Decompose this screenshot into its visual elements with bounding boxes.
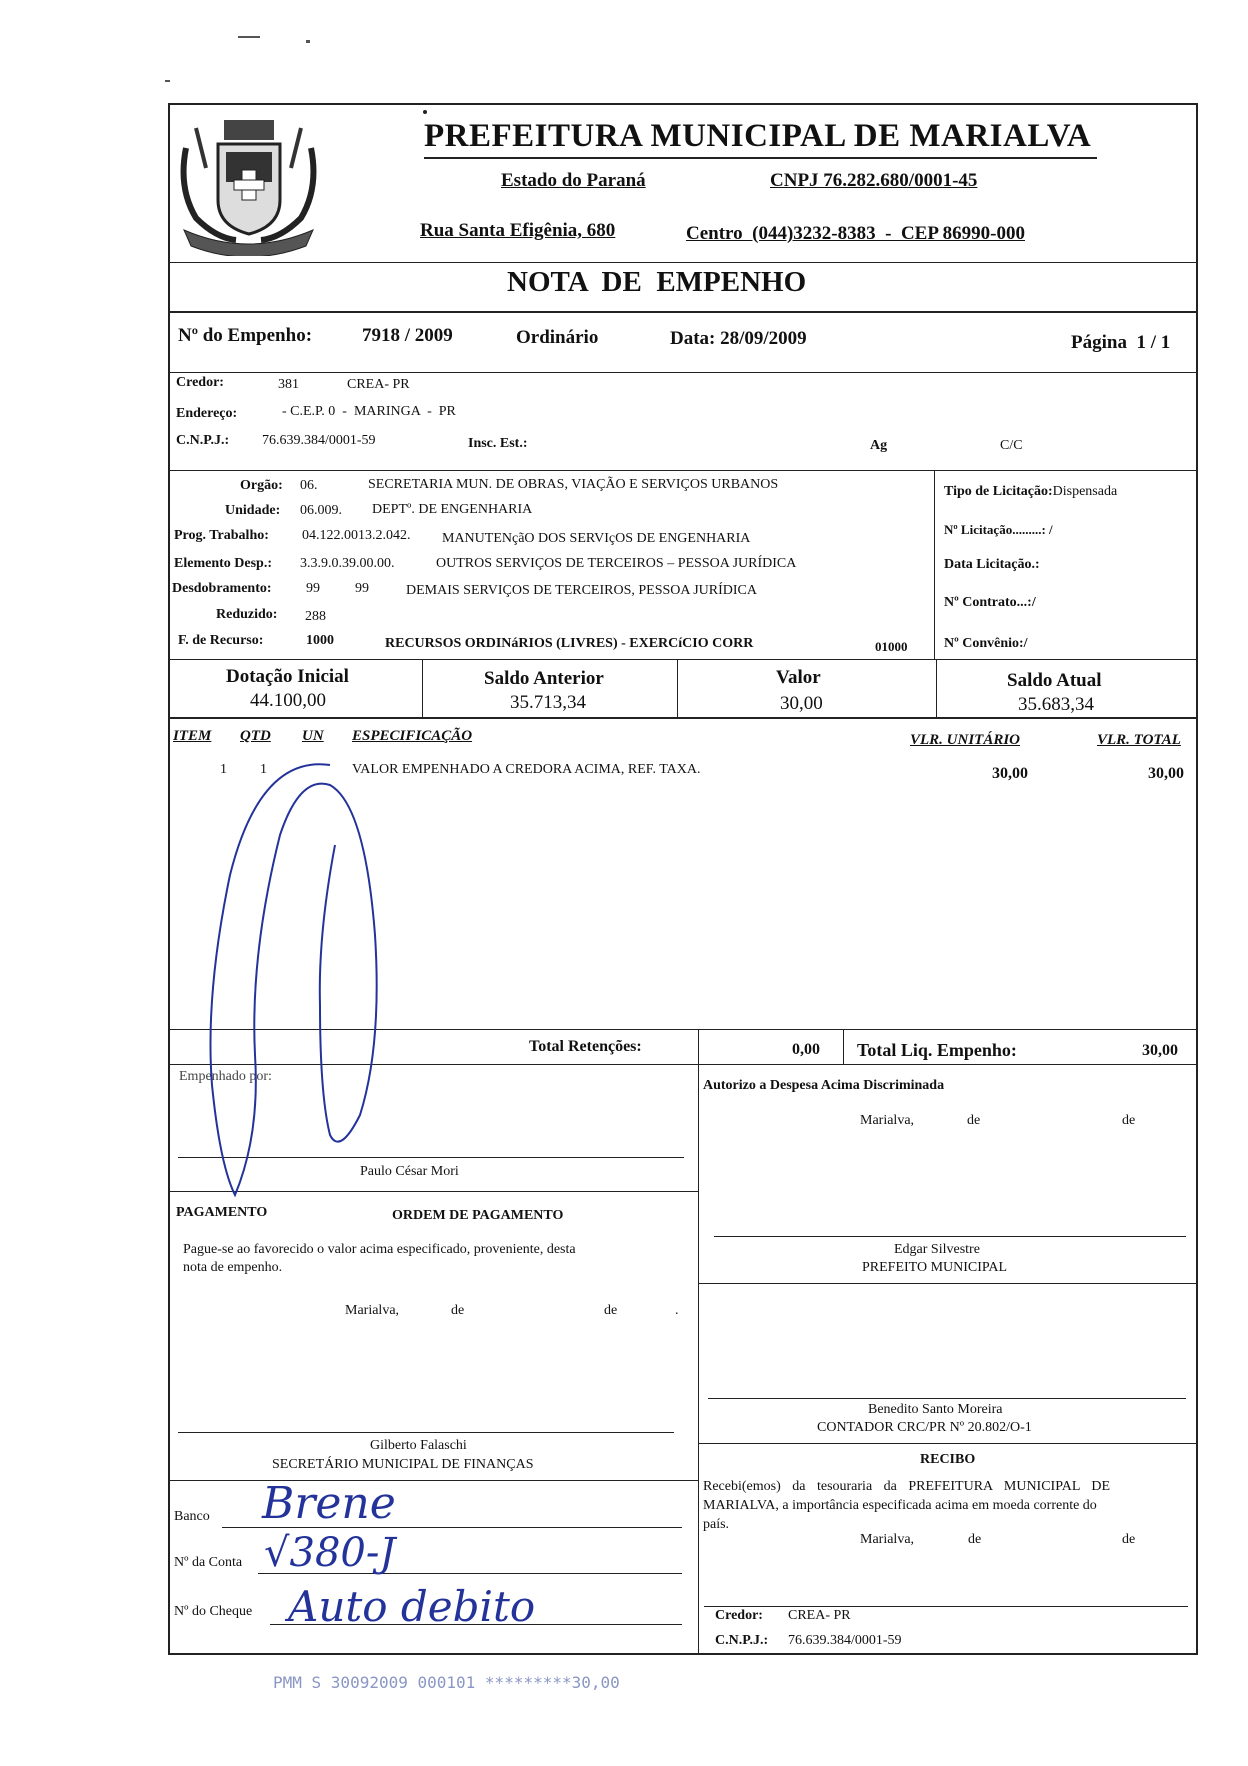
recibo-cnpj-value: 76.639.384/0001-59 [788, 1633, 902, 1648]
saldo-anterior-value: 35.713,34 [510, 692, 586, 713]
col-un: UN [302, 728, 324, 744]
reduzido-value: 288 [305, 609, 326, 624]
licitacao-tipo-label: Tipo de Licitação:Dispensada [944, 484, 1118, 499]
credor-code: 381 [278, 377, 299, 392]
divider [168, 372, 1198, 373]
licitacao-numero: Nº Licitação.........: / [944, 522, 1053, 537]
saldo-anterior-label: Saldo Anterior [484, 668, 604, 689]
recibo-text-3: país. [703, 1517, 730, 1532]
conta-handwritten: √380-J [264, 1530, 396, 1576]
unidade-desc: DEPTº. DE ENGENHARIA [372, 502, 533, 517]
cnpj-credor-value: 76.639.384/0001-59 [262, 433, 376, 448]
insc-est-label: Insc. Est.: [468, 436, 528, 451]
liquido-label: Total Liq. Empenho: [857, 1040, 1017, 1060]
prefeitura-title: PREFEITURA MUNICIPAL DE MARIALVA [424, 118, 1092, 154]
divider-vertical [934, 470, 935, 659]
divider [168, 262, 1198, 263]
divider-vertical [698, 1029, 699, 1064]
retencoes-label: Total Retenções: [529, 1038, 642, 1055]
cnpj-label: CNPJ 76.282.680/0001-45 [770, 170, 978, 191]
cheque-label: Nº do Cheque [174, 1604, 253, 1619]
row-qtd: 1 [260, 762, 267, 777]
empenho-number: 7918 / 2009 [362, 325, 453, 346]
secretario-role: SECRETÁRIO MUNICIPAL DE FINANÇAS [272, 1457, 534, 1472]
recibo-text-1: Recebi(emos) da tesouraria da PREFEITURA MUNICIPAL DE [703, 1479, 1111, 1494]
signature-line [704, 1606, 1188, 1607]
desdobramento-label: Desdobramento: [172, 581, 272, 596]
dotacao-inicial-label: Dotação Inicial [226, 666, 349, 687]
address-label: Rua Santa Efigênia, 680 [420, 220, 616, 241]
header-divider-dot [423, 110, 427, 114]
banco-label: Banco [174, 1509, 210, 1524]
ag-label: Ag [870, 438, 888, 453]
retencoes-value: 0,00 [792, 1041, 820, 1058]
recibo-text-2: MARIALVA, a importância especificada acima em moeda corrente do [703, 1498, 1097, 1513]
elemento-desc: OUTROS SERVIÇOS DE TERCEIROS – PESSOA JURÍDICA [436, 556, 797, 571]
col-unit-value: VLR. UNITÁRIO [910, 732, 1021, 748]
autorizo-de-1: de [967, 1113, 981, 1128]
pagamento-de-dot: . [675, 1303, 679, 1318]
scan-mark [306, 40, 310, 43]
autorizo-de-2: de [1122, 1113, 1136, 1128]
cheque-handwritten: Auto debito [288, 1582, 536, 1631]
col-spec: ESPECIFICAÇÃO [352, 728, 473, 744]
divider-vertical [422, 659, 423, 717]
signature-line [708, 1398, 1186, 1399]
divider [168, 1480, 698, 1481]
row-total-value: 30,00 [1148, 765, 1184, 782]
autorizo-label: Autorizo a Despesa Acima Discriminada [703, 1078, 945, 1093]
orgao-label: Orgão: [240, 478, 283, 493]
elemento-value: 3.3.9.0.39.00.00. [300, 556, 395, 571]
col-qtd: QTD [240, 728, 271, 744]
signature-line [178, 1432, 674, 1433]
pagamento-de-2: de [604, 1303, 618, 1318]
desdobramento-desc: DEMAIS SERVIÇOS DE TERCEIROS, PESSOA JURÍDICA [406, 583, 758, 598]
machine-stamp: PMM S 30092009 000101 *********30,00 [273, 1673, 620, 1692]
saldo-atual-label: Saldo Atual [1007, 670, 1102, 691]
empenho-date: Data: 28/09/2009 [670, 328, 807, 349]
recurso-label: F. de Recurso: [178, 633, 264, 648]
pagamento-de-1: de [451, 1303, 465, 1318]
divider [168, 470, 1198, 471]
empenho-type: Ordinário [516, 327, 599, 348]
row-unit-value: 30,00 [992, 765, 1028, 782]
banco-handwritten: Brene [262, 1478, 396, 1529]
scan-mark [165, 80, 170, 82]
col-item: ITEM [173, 728, 212, 744]
signature-line [714, 1236, 1186, 1237]
pagamento-text-2: nota de empenho. [183, 1260, 283, 1275]
pagamento-label: PAGAMENTO [176, 1205, 268, 1220]
elemento-label: Elemento Desp.: [174, 556, 272, 571]
cc-label: C/C [1000, 438, 1023, 453]
conta-label: Nº da Conta [174, 1555, 243, 1570]
dotacao-inicial-value: 44.100,00 [250, 690, 326, 711]
convenio-number: Nº Convênio:/ [944, 636, 1028, 651]
prog-value: 04.122.0013.2.042. [302, 528, 411, 543]
unidade-label: Unidade: [225, 503, 281, 518]
prog-desc: MANUTENçãO DOS SERVIçOS DE ENGENHARIA [442, 531, 751, 546]
recibo-cnpj-label: C.N.P.J.: [715, 1633, 769, 1648]
doc-title: NOTA DE EMPENHO [507, 266, 807, 298]
reduzido-label: Reduzido: [216, 607, 278, 622]
recurso-desc: RECURSOS ORDINáRIOS (LIVRES) - EXERCíCIO CORR [385, 636, 754, 651]
contador-role: CONTADOR CRC/PR Nº 20.802/O-1 [817, 1420, 1032, 1435]
handwritten-signature-loop [200, 755, 440, 1205]
contrato-number: Nº Contrato...:/ [944, 595, 1036, 610]
coat-of-arms-logo [176, 108, 321, 256]
recibo-place: Marialva, [860, 1532, 915, 1547]
recibo-credor-value: CREA- PR [788, 1608, 851, 1623]
divider [168, 311, 1198, 313]
scan-mark [238, 36, 260, 38]
desdobramento-value-2: 99 [355, 581, 369, 596]
divider [168, 659, 1198, 660]
recibo-title: RECIBO [920, 1452, 976, 1467]
valor-label: Valor [776, 667, 821, 688]
divider [168, 717, 1198, 719]
state-label: Estado do Paraná [501, 170, 646, 191]
prog-label: Prog. Trabalho: [174, 528, 269, 543]
recibo-de-2: de [1122, 1532, 1136, 1547]
pagamento-text-1: Pague-se ao favorecido o valor acima especificado, proveniente, desta [183, 1242, 576, 1257]
divider-vertical [677, 659, 678, 717]
row-item: 1 [220, 762, 227, 777]
title-underline [424, 157, 1097, 159]
orgao-desc: SECRETARIA MUN. DE OBRAS, VIAÇÃO E SERVIÇOS URBANOS [368, 477, 779, 492]
empenhado-name: Paulo César Mori [360, 1164, 459, 1179]
divider-vertical [843, 1029, 844, 1064]
ordem-pagamento-label: ORDEM DE PAGAMENTO [392, 1208, 564, 1223]
empenhado-label: Empenhado por: [179, 1069, 272, 1084]
prefeito-role: PREFEITO MUNICIPAL [862, 1260, 1008, 1275]
secretario-name: Gilberto Falaschi [370, 1438, 467, 1453]
orgao-value: 06. [300, 478, 318, 493]
recurso-code: 01000 [875, 639, 908, 654]
divider-vertical [698, 1064, 699, 1655]
credor-name: CREA- PR [347, 377, 410, 392]
prefeito-name: Edgar Silvestre [894, 1242, 980, 1257]
autorizo-place: Marialva, [860, 1113, 915, 1128]
liquido-value: 30,00 [1142, 1042, 1178, 1059]
recibo-credor-label: Credor: [715, 1608, 763, 1623]
endereco-value: - C.E.P. 0 - MARINGA - PR [282, 404, 456, 419]
recibo-de-1: de [968, 1532, 982, 1547]
address-contact: Centro (044)3232-8383 - CEP 86990-000 [686, 223, 1025, 244]
desdobramento-value-1: 99 [306, 581, 320, 596]
divider-vertical [936, 659, 937, 717]
pagamento-place: Marialva, [345, 1303, 400, 1318]
valor-value: 30,00 [780, 693, 823, 714]
credor-label: Credor: [176, 375, 224, 390]
col-total-value: VLR. TOTAL [1097, 732, 1181, 748]
unidade-value: 06.009. [300, 503, 342, 518]
endereco-label: Endereço: [176, 406, 238, 421]
row-spec: VALOR EMPENHADO A CREDORA ACIMA, REF. TAXA. [352, 762, 701, 777]
page-number: Página 1 / 1 [1071, 332, 1171, 353]
contador-name: Benedito Santo Moreira [868, 1402, 1003, 1417]
cnpj-credor-label: C.N.P.J.: [176, 433, 230, 448]
recurso-value: 1000 [306, 633, 334, 648]
saldo-atual-value: 35.683,34 [1018, 694, 1094, 715]
divider [698, 1283, 1198, 1284]
licitacao-data: Data Licitação.: [944, 557, 1040, 572]
divider [698, 1443, 1198, 1444]
empenho-label: Nº do Empenho: [178, 325, 313, 346]
